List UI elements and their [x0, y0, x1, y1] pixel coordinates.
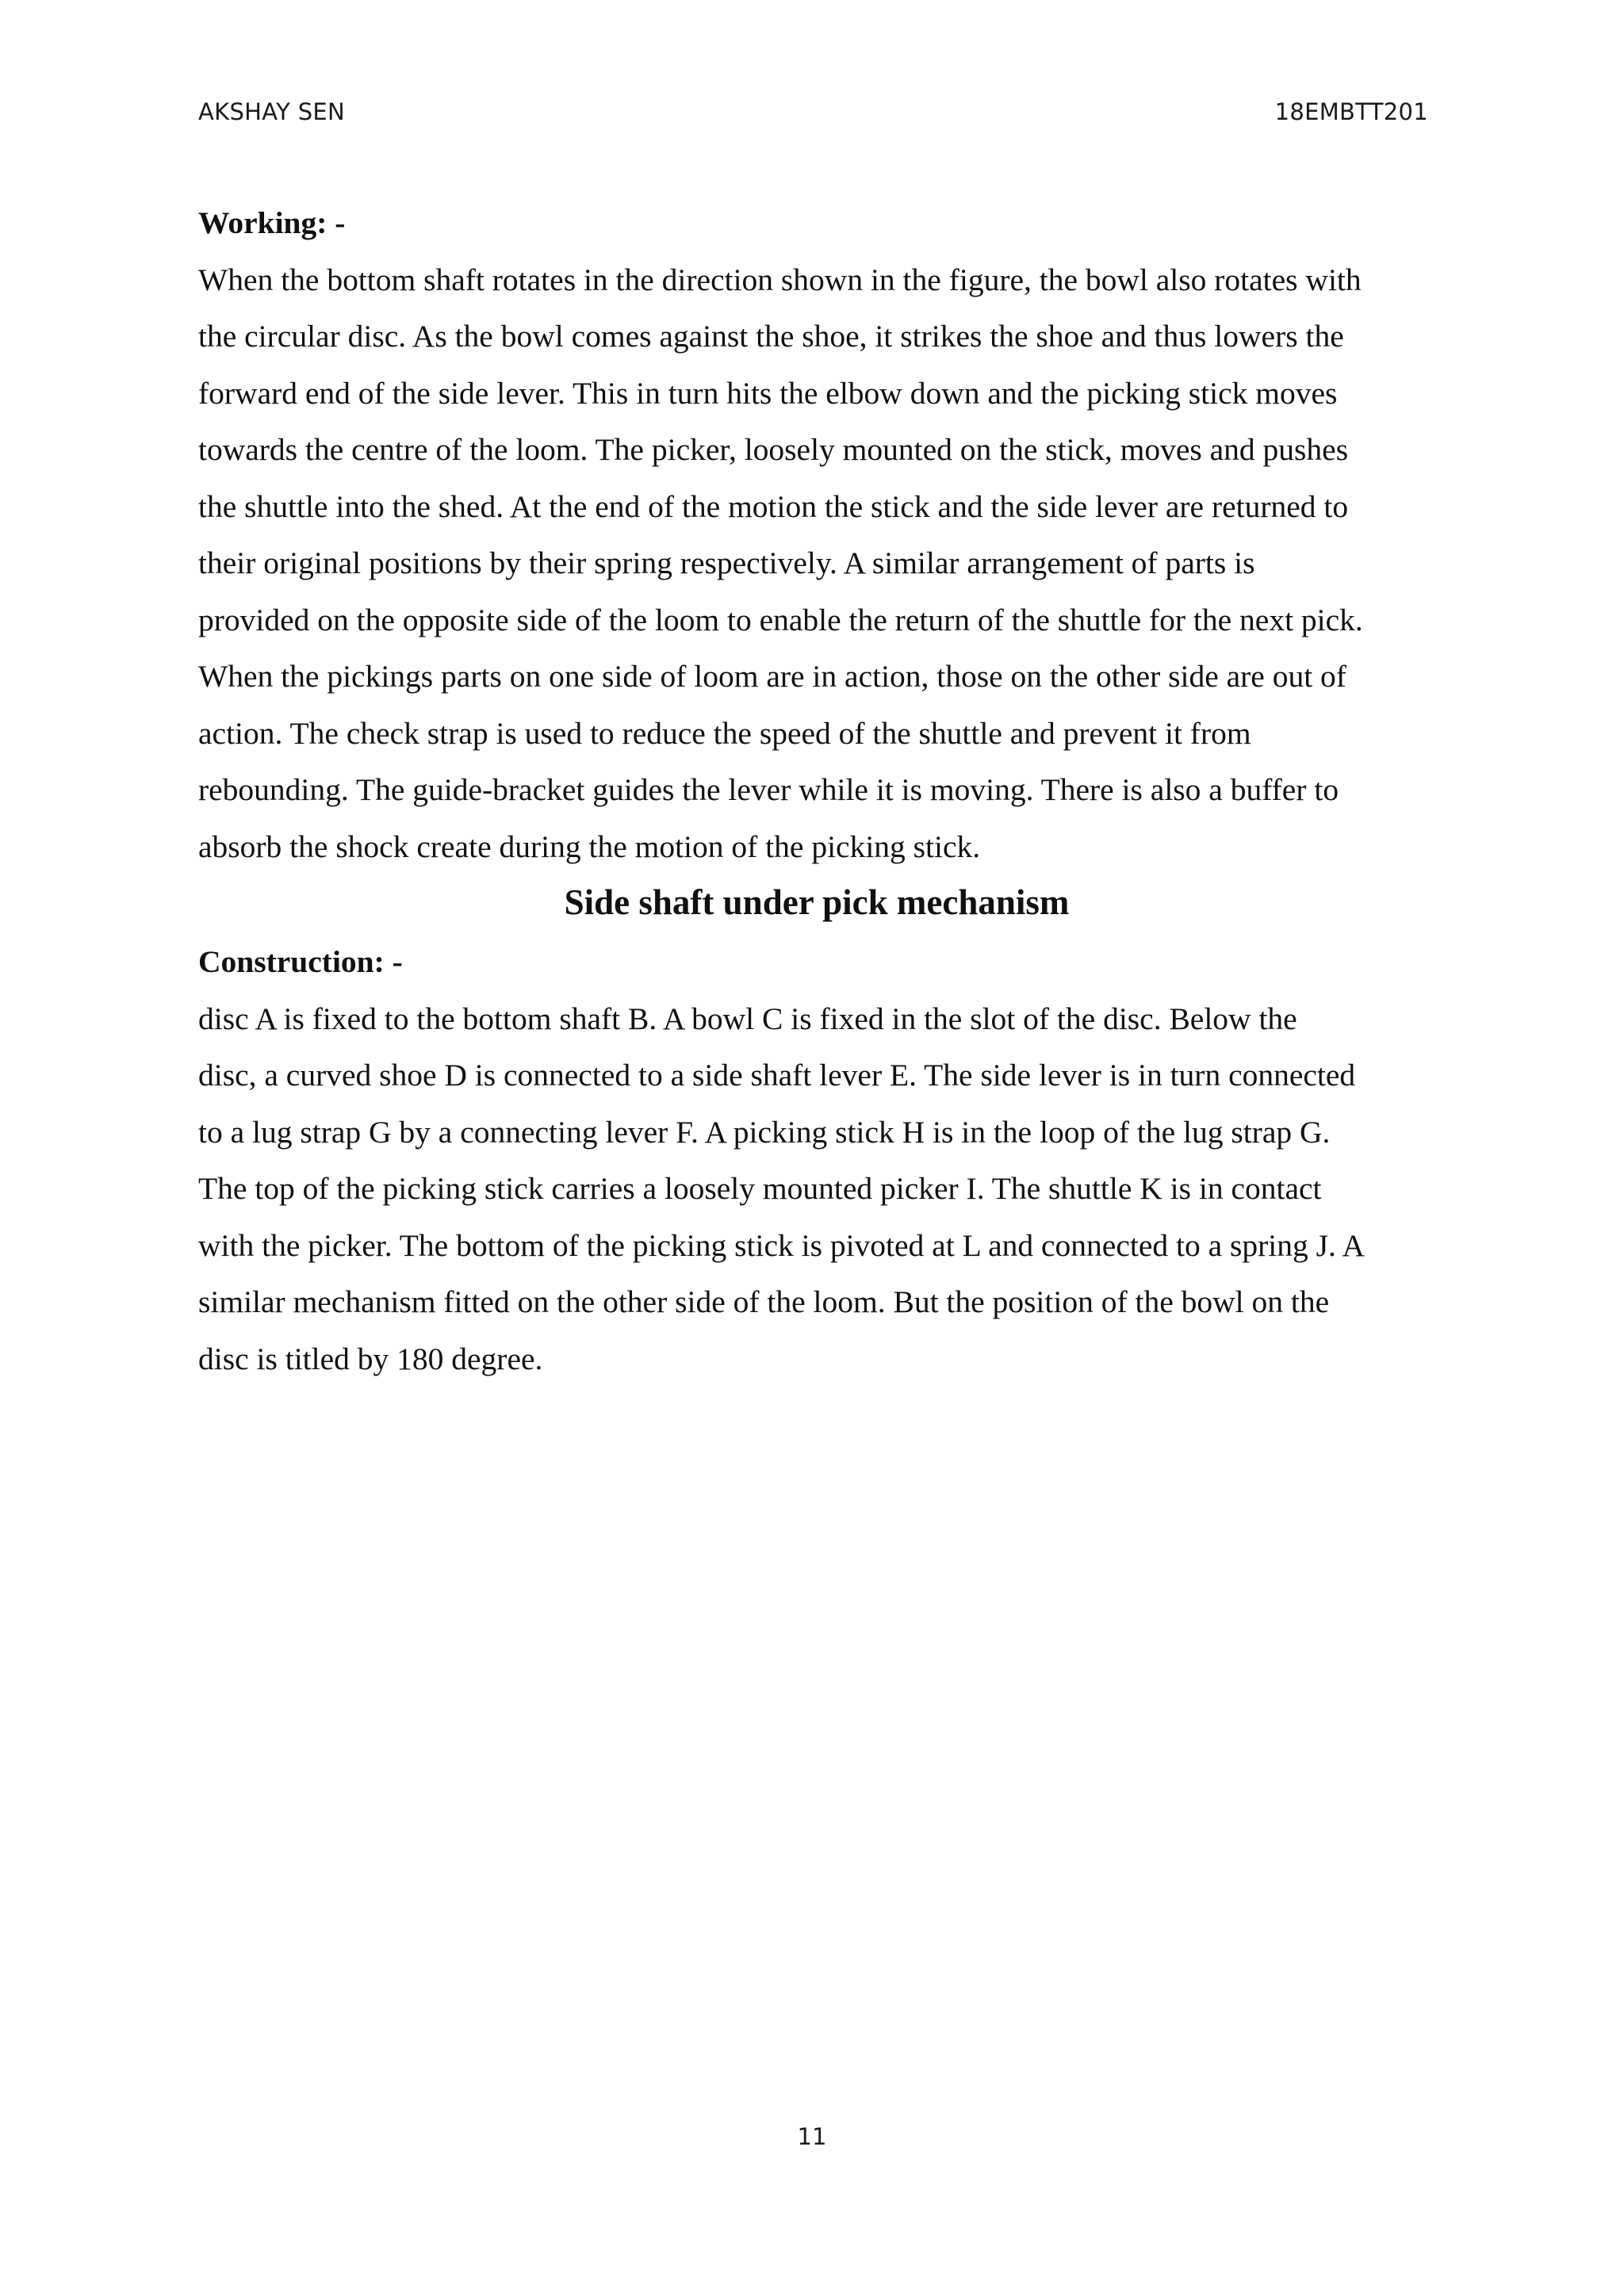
- page-content: [198, 195, 1435, 1387]
- working-heading: Working: -: [198, 205, 346, 240]
- paragraph-line: the circular disc. As the bowl comes against the shoe, it strikes the shoe and thus lowers the: [198, 319, 1344, 354]
- paragraph-line: to a lug strap G by a connecting lever F. A picking stick H is in the loop of the lug strap G.: [198, 1114, 1331, 1150]
- construction-heading: Construction: -: [198, 944, 403, 979]
- paragraph-line: provided on the opposite side of the loom to enable the return of the shuttle for the next pick.: [198, 602, 1363, 637]
- paragraph-line: disc is titled by 180 degree.: [198, 1341, 543, 1376]
- header-author: AKSHAY SEN: [198, 98, 346, 125]
- paragraph-line: towards the centre of the loom. The picker, loosely mounted on the stick, moves and pushes: [198, 432, 1349, 467]
- paragraph-line: with the picker. The bottom of the picking stick is pivoted at L and connected to a spring J. A: [198, 1227, 1365, 1263]
- paragraph-line: When the pickings parts on one side of loom are in action, those on the other side are out of: [198, 659, 1346, 694]
- paragraph-line: similar mechanism fitted on the other side of the loom. But the position of the bowl on the: [198, 1284, 1330, 1319]
- paragraph-line: rebounding. The guide-bracket guides the lever while it is moving. There is also a buffer to: [198, 772, 1339, 807]
- paragraph-line: When the bottom shaft rotates in the direction shown in the figure, the bowl also rotates with: [198, 262, 1362, 297]
- working-paragraph: [198, 252, 1435, 876]
- paragraph-line: forward end of the side lever. This in turn hits the elbow down and the picking stick moves: [198, 375, 1338, 411]
- construction-paragraph: [198, 991, 1435, 1388]
- paragraph-line: their original positions by their spring respectively. A similar arrangement of parts is: [198, 545, 1255, 580]
- paragraph-line: the shuttle into the shed. At the end of the motion the stick and the side lever are returned to: [198, 488, 1349, 524]
- section-title: Side shaft under pick mechanism: [564, 882, 1070, 922]
- paragraph-line: disc, a curved shoe D is connected to a side shaft lever E. The side lever is in turn connected: [198, 1058, 1356, 1093]
- header-code: 18EMBTT201: [1274, 98, 1428, 125]
- page-number: 11: [797, 2123, 827, 2150]
- paragraph-line: absorb the shock create during the motion of the picking stick.: [198, 828, 981, 864]
- paragraph-line: disc A is fixed to the bottom shaft B. A bowl C is fixed in the slot of the disc. Below the: [198, 1001, 1297, 1036]
- paragraph-line: The top of the picking stick carries a loosely mounted picker I. The shuttle K is in contact: [198, 1171, 1322, 1206]
- paragraph-line: action. The check strap is used to reduce the speed of the shuttle and prevent it from: [198, 715, 1251, 751]
